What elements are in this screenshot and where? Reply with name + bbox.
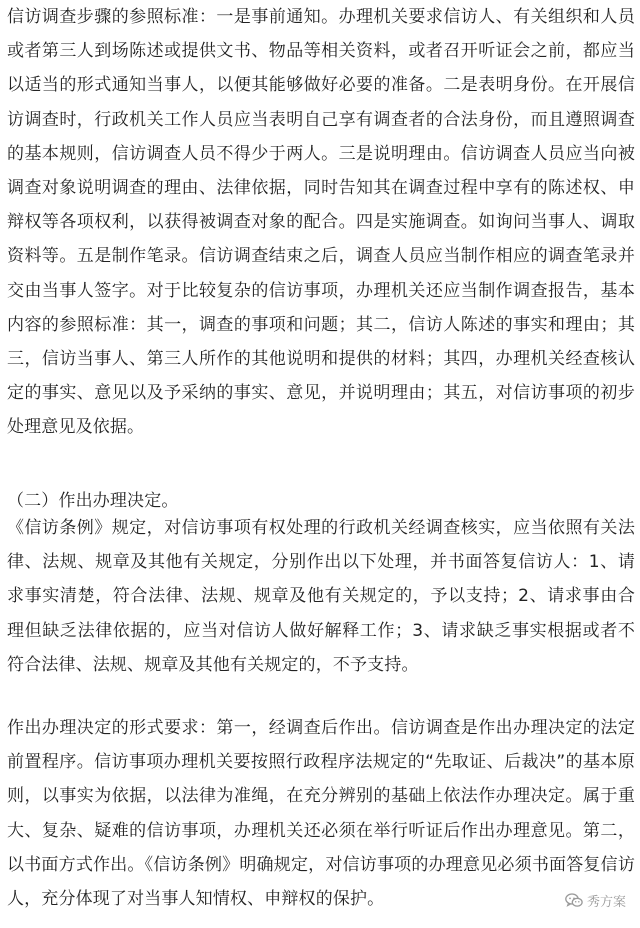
paragraph-decision-form-requirements: 作出办理决定的形式要求：第一，经调查后作出。信访调查是作出办理决定的法定前置程序。信访事项办理机关要按照行政程序法规定的“先取证、后裁决”的基本原则，以事实为依据，以法律为准绳，在充分辨别的基础上依法作办理决定。属于重大、复杂、疑难的信访事项，办理机关还必须在举行听证后作出办理意见。第二，以书面方式作出。《信访条例》明确规定，对信访事项的办理意见必须书面答复信访人，充分体现了对当事人知情权、申辩权的保护。	[7, 718, 635, 910]
paragraph-investigation-steps: 信访调查步骤的参照标准：一是事前通知。办理机关要求信访人、有关组织和人员或者第三人到场陈述或提供文书、物品等相关资料，或者召开听证会之前，都应当以适当的形式通知当事人，以便其能够做好必要的准备。二是表明身份。在开展信访调查时，行政机关工作人员应当表明自己享有调查者的合法身份，而且遵照调查的基本规则，信访调查人员不得少于两人。三是说明理由。信访调查人员应当向被调查对象说明调查的理由、法律依据，同时告知其在调查过程中享有的陈述权、申辩权等各项权利，以获得被调查对象的配合。四是实施调查。如询问当事人、调取资料等。五是制作笔录。信访调查结束之后，调查人员应当制作相应的调查笔录并交由当事人签字。对于比较复杂的信访事项，办理机关还应当制作调查报告，基本内容的参照标准：其一，调查的事项和问题；其二，信访人陈述的事实和理由；其三，信访当事人、第三人所作的其他说明和提供的材料；其四，办理机关经查核认定的事实、意见以及予采纳的事实、意见，并说明理由；其五，对信访事项的初步处理意见及依据。	[7, 7, 635, 438]
watermark-text: 秀方案	[586, 895, 626, 910]
watermark	[565, 891, 626, 910]
section-heading-decision: （二）作出办理决定。	[7, 491, 179, 511]
wechat-icon	[565, 893, 583, 908]
paragraph-regulation-provisions: 《信访条例》规定，对信访事项有权处理的行政机关经调查核实，应当依照有关法律、法规、规章及其他有关规定，分别作出以下处理，并书面答复信访人：1、请求事实清楚，符合法律、法规、规章及他有关规定的，予以支持；2、请求事由合理但缺乏法律依据的，应当对信访人做好解释工作；3、请求缺乏事实根据或者不符合法律、法规、规章及其他有关规定的，不予支持。	[7, 518, 635, 675]
